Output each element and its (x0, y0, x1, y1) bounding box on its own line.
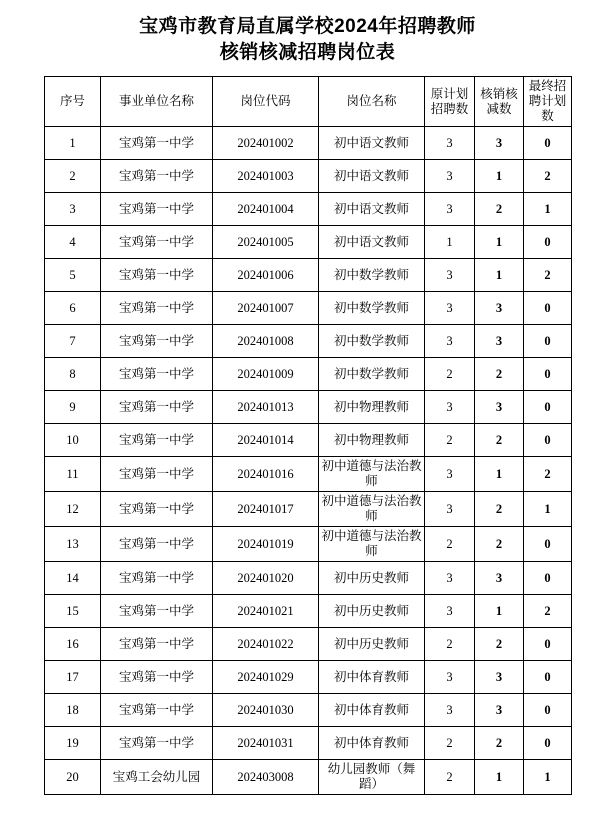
cell-final-count: 0 (524, 226, 572, 259)
cell-original-count: 1 (425, 226, 475, 259)
cell-index: 20 (45, 760, 101, 795)
table-header-row (45, 77, 572, 127)
cell-unit: 宝鸡第一中学 (101, 562, 213, 595)
table-row (45, 226, 572, 259)
cell-cancelled-count: 1 (475, 160, 524, 193)
cell-post-name: 初中数学教师 (319, 358, 425, 391)
cell-post-name: 幼儿园教师（舞蹈） (319, 760, 425, 795)
cell-original-count: 3 (425, 391, 475, 424)
cell-post-name: 初中语文教师 (319, 127, 425, 160)
cell-post-name: 初中语文教师 (319, 193, 425, 226)
cell-post-name: 初中道德与法治教师 (319, 527, 425, 562)
cell-post-name: 初中体育教师 (319, 727, 425, 760)
cell-index: 15 (45, 595, 101, 628)
cell-index: 3 (45, 193, 101, 226)
cell-original-count: 2 (425, 527, 475, 562)
cell-unit: 宝鸡第一中学 (101, 694, 213, 727)
table-row (45, 391, 572, 424)
cell-cancelled-count: 1 (475, 259, 524, 292)
cell-unit: 宝鸡第一中学 (101, 391, 213, 424)
cell-index: 18 (45, 694, 101, 727)
column-header-cancelled-count: 核销核减数 (475, 77, 524, 127)
cell-post-name: 初中数学教师 (319, 259, 425, 292)
cell-index: 5 (45, 259, 101, 292)
table-row (45, 694, 572, 727)
cell-index: 4 (45, 226, 101, 259)
cell-post-code: 202401020 (213, 562, 319, 595)
cell-index: 10 (45, 424, 101, 457)
cell-cancelled-count: 2 (475, 727, 524, 760)
cell-original-count: 3 (425, 292, 475, 325)
table-row (45, 457, 572, 492)
table-row (45, 527, 572, 562)
cell-post-code: 202401030 (213, 694, 319, 727)
cell-post-code: 202401021 (213, 595, 319, 628)
cell-final-count: 1 (524, 492, 572, 527)
table-row (45, 628, 572, 661)
table-row (45, 259, 572, 292)
table-row (45, 160, 572, 193)
cell-post-name: 初中历史教师 (319, 628, 425, 661)
cell-post-name: 初中语文教师 (319, 160, 425, 193)
cell-unit: 宝鸡第一中学 (101, 193, 213, 226)
cell-unit: 宝鸡第一中学 (101, 727, 213, 760)
table-row (45, 127, 572, 160)
cell-unit: 宝鸡第一中学 (101, 160, 213, 193)
table-body (45, 127, 572, 795)
cell-final-count: 0 (524, 292, 572, 325)
cell-post-name: 初中历史教师 (319, 595, 425, 628)
cell-unit: 宝鸡第一中学 (101, 325, 213, 358)
cell-unit: 宝鸡第一中学 (101, 226, 213, 259)
cell-post-code: 202401031 (213, 727, 319, 760)
cell-original-count: 2 (425, 727, 475, 760)
cell-post-code: 202401017 (213, 492, 319, 527)
cell-final-count: 2 (524, 595, 572, 628)
cell-unit: 宝鸡第一中学 (101, 527, 213, 562)
cell-post-name: 初中体育教师 (319, 661, 425, 694)
cell-post-name: 初中道德与法治教师 (319, 492, 425, 527)
cell-final-count: 2 (524, 160, 572, 193)
column-header-index: 序号 (45, 77, 101, 127)
cell-index: 16 (45, 628, 101, 661)
table-row (45, 292, 572, 325)
cell-unit: 宝鸡第一中学 (101, 424, 213, 457)
cell-original-count: 3 (425, 259, 475, 292)
column-header-original-count: 原计划招聘数 (425, 77, 475, 127)
cell-unit: 宝鸡第一中学 (101, 492, 213, 527)
cell-unit: 宝鸡第一中学 (101, 358, 213, 391)
cell-index: 11 (45, 457, 101, 492)
table-row (45, 760, 572, 795)
cell-final-count: 0 (524, 358, 572, 391)
cell-index: 8 (45, 358, 101, 391)
cell-cancelled-count: 2 (475, 193, 524, 226)
cell-post-code: 202401009 (213, 358, 319, 391)
cell-original-count: 3 (425, 562, 475, 595)
cell-unit: 宝鸡第一中学 (101, 661, 213, 694)
cell-original-count: 3 (425, 193, 475, 226)
cell-index: 12 (45, 492, 101, 527)
cell-post-code: 202401016 (213, 457, 319, 492)
cell-index: 9 (45, 391, 101, 424)
cell-cancelled-count: 3 (475, 325, 524, 358)
cell-cancelled-count: 3 (475, 127, 524, 160)
cell-original-count: 3 (425, 160, 475, 193)
cell-final-count: 0 (524, 628, 572, 661)
cell-cancelled-count: 2 (475, 492, 524, 527)
cell-cancelled-count: 3 (475, 391, 524, 424)
cell-original-count: 2 (425, 628, 475, 661)
cell-original-count: 3 (425, 127, 475, 160)
cell-original-count: 3 (425, 492, 475, 527)
cell-final-count: 0 (524, 562, 572, 595)
cell-post-code: 202401006 (213, 259, 319, 292)
cell-index: 14 (45, 562, 101, 595)
column-header-post-code: 岗位代码 (213, 77, 319, 127)
table-row (45, 661, 572, 694)
cell-cancelled-count: 3 (475, 292, 524, 325)
cell-unit: 宝鸡第一中学 (101, 292, 213, 325)
cell-final-count: 0 (524, 325, 572, 358)
cell-unit: 宝鸡第一中学 (101, 127, 213, 160)
cell-post-name: 初中数学教师 (319, 292, 425, 325)
cell-unit: 宝鸡第一中学 (101, 628, 213, 661)
cell-post-code: 202401008 (213, 325, 319, 358)
cell-final-count: 0 (524, 391, 572, 424)
cell-final-count: 2 (524, 259, 572, 292)
cell-cancelled-count: 3 (475, 694, 524, 727)
cell-original-count: 3 (425, 457, 475, 492)
cell-final-count: 0 (524, 694, 572, 727)
cell-cancelled-count: 1 (475, 595, 524, 628)
cell-final-count: 0 (524, 661, 572, 694)
cell-post-code: 202401007 (213, 292, 319, 325)
cell-post-code: 202401013 (213, 391, 319, 424)
cell-index: 2 (45, 160, 101, 193)
cell-post-name: 初中体育教师 (319, 694, 425, 727)
cell-post-code: 202403008 (213, 760, 319, 795)
cell-final-count: 1 (524, 760, 572, 795)
cell-cancelled-count: 1 (475, 226, 524, 259)
column-header-unit: 事业单位名称 (101, 77, 213, 127)
cell-index: 7 (45, 325, 101, 358)
cell-unit: 宝鸡第一中学 (101, 259, 213, 292)
cell-final-count: 2 (524, 457, 572, 492)
cell-original-count: 3 (425, 661, 475, 694)
cell-index: 17 (45, 661, 101, 694)
cell-cancelled-count: 3 (475, 661, 524, 694)
cell-original-count: 3 (425, 325, 475, 358)
table-row (45, 595, 572, 628)
table-row (45, 358, 572, 391)
cell-final-count: 0 (524, 727, 572, 760)
cell-post-name: 初中物理教师 (319, 391, 425, 424)
table-row (45, 325, 572, 358)
table-row (45, 727, 572, 760)
cell-cancelled-count: 2 (475, 424, 524, 457)
cell-post-name: 初中道德与法治教师 (319, 457, 425, 492)
cell-post-code: 202401014 (213, 424, 319, 457)
cell-post-code: 202401029 (213, 661, 319, 694)
table-row (45, 492, 572, 527)
cell-index: 19 (45, 727, 101, 760)
cell-original-count: 2 (425, 424, 475, 457)
table-row (45, 424, 572, 457)
column-header-post-name: 岗位名称 (319, 77, 425, 127)
cell-post-code: 202401022 (213, 628, 319, 661)
cell-original-count: 2 (425, 358, 475, 391)
cell-final-count: 1 (524, 193, 572, 226)
cell-index: 13 (45, 527, 101, 562)
cell-index: 1 (45, 127, 101, 160)
cell-post-code: 202401004 (213, 193, 319, 226)
cell-post-code: 202401002 (213, 127, 319, 160)
cell-post-code: 202401005 (213, 226, 319, 259)
cell-final-count: 0 (524, 127, 572, 160)
cell-unit: 宝鸡第一中学 (101, 457, 213, 492)
table-header (45, 77, 572, 127)
cell-cancelled-count: 1 (475, 457, 524, 492)
column-header-final-count: 最终招聘计划数 (524, 77, 572, 127)
cell-post-name: 初中语文教师 (319, 226, 425, 259)
cell-original-count: 2 (425, 760, 475, 795)
page-title (44, 14, 571, 66)
recruitment-table (44, 76, 572, 795)
title-line-2: 核销核减招聘岗位表 (219, 42, 396, 63)
cell-cancelled-count: 2 (475, 527, 524, 562)
cell-original-count: 3 (425, 694, 475, 727)
cell-final-count: 0 (524, 424, 572, 457)
cell-original-count: 3 (425, 595, 475, 628)
table-row (45, 562, 572, 595)
cell-unit: 宝鸡工会幼儿园 (101, 760, 213, 795)
cell-post-code: 202401003 (213, 160, 319, 193)
table-row (45, 193, 572, 226)
cell-post-name: 初中物理教师 (319, 424, 425, 457)
cell-cancelled-count: 2 (475, 358, 524, 391)
cell-cancelled-count: 1 (475, 760, 524, 795)
cell-cancelled-count: 3 (475, 562, 524, 595)
cell-post-code: 202401019 (213, 527, 319, 562)
cell-post-name: 初中数学教师 (319, 325, 425, 358)
cell-cancelled-count: 2 (475, 628, 524, 661)
cell-index: 6 (45, 292, 101, 325)
cell-unit: 宝鸡第一中学 (101, 595, 213, 628)
cell-post-name: 初中历史教师 (319, 562, 425, 595)
cell-final-count: 0 (524, 527, 572, 562)
title-line-1: 宝鸡市教育局直属学校2024年招聘教师 (139, 16, 476, 37)
